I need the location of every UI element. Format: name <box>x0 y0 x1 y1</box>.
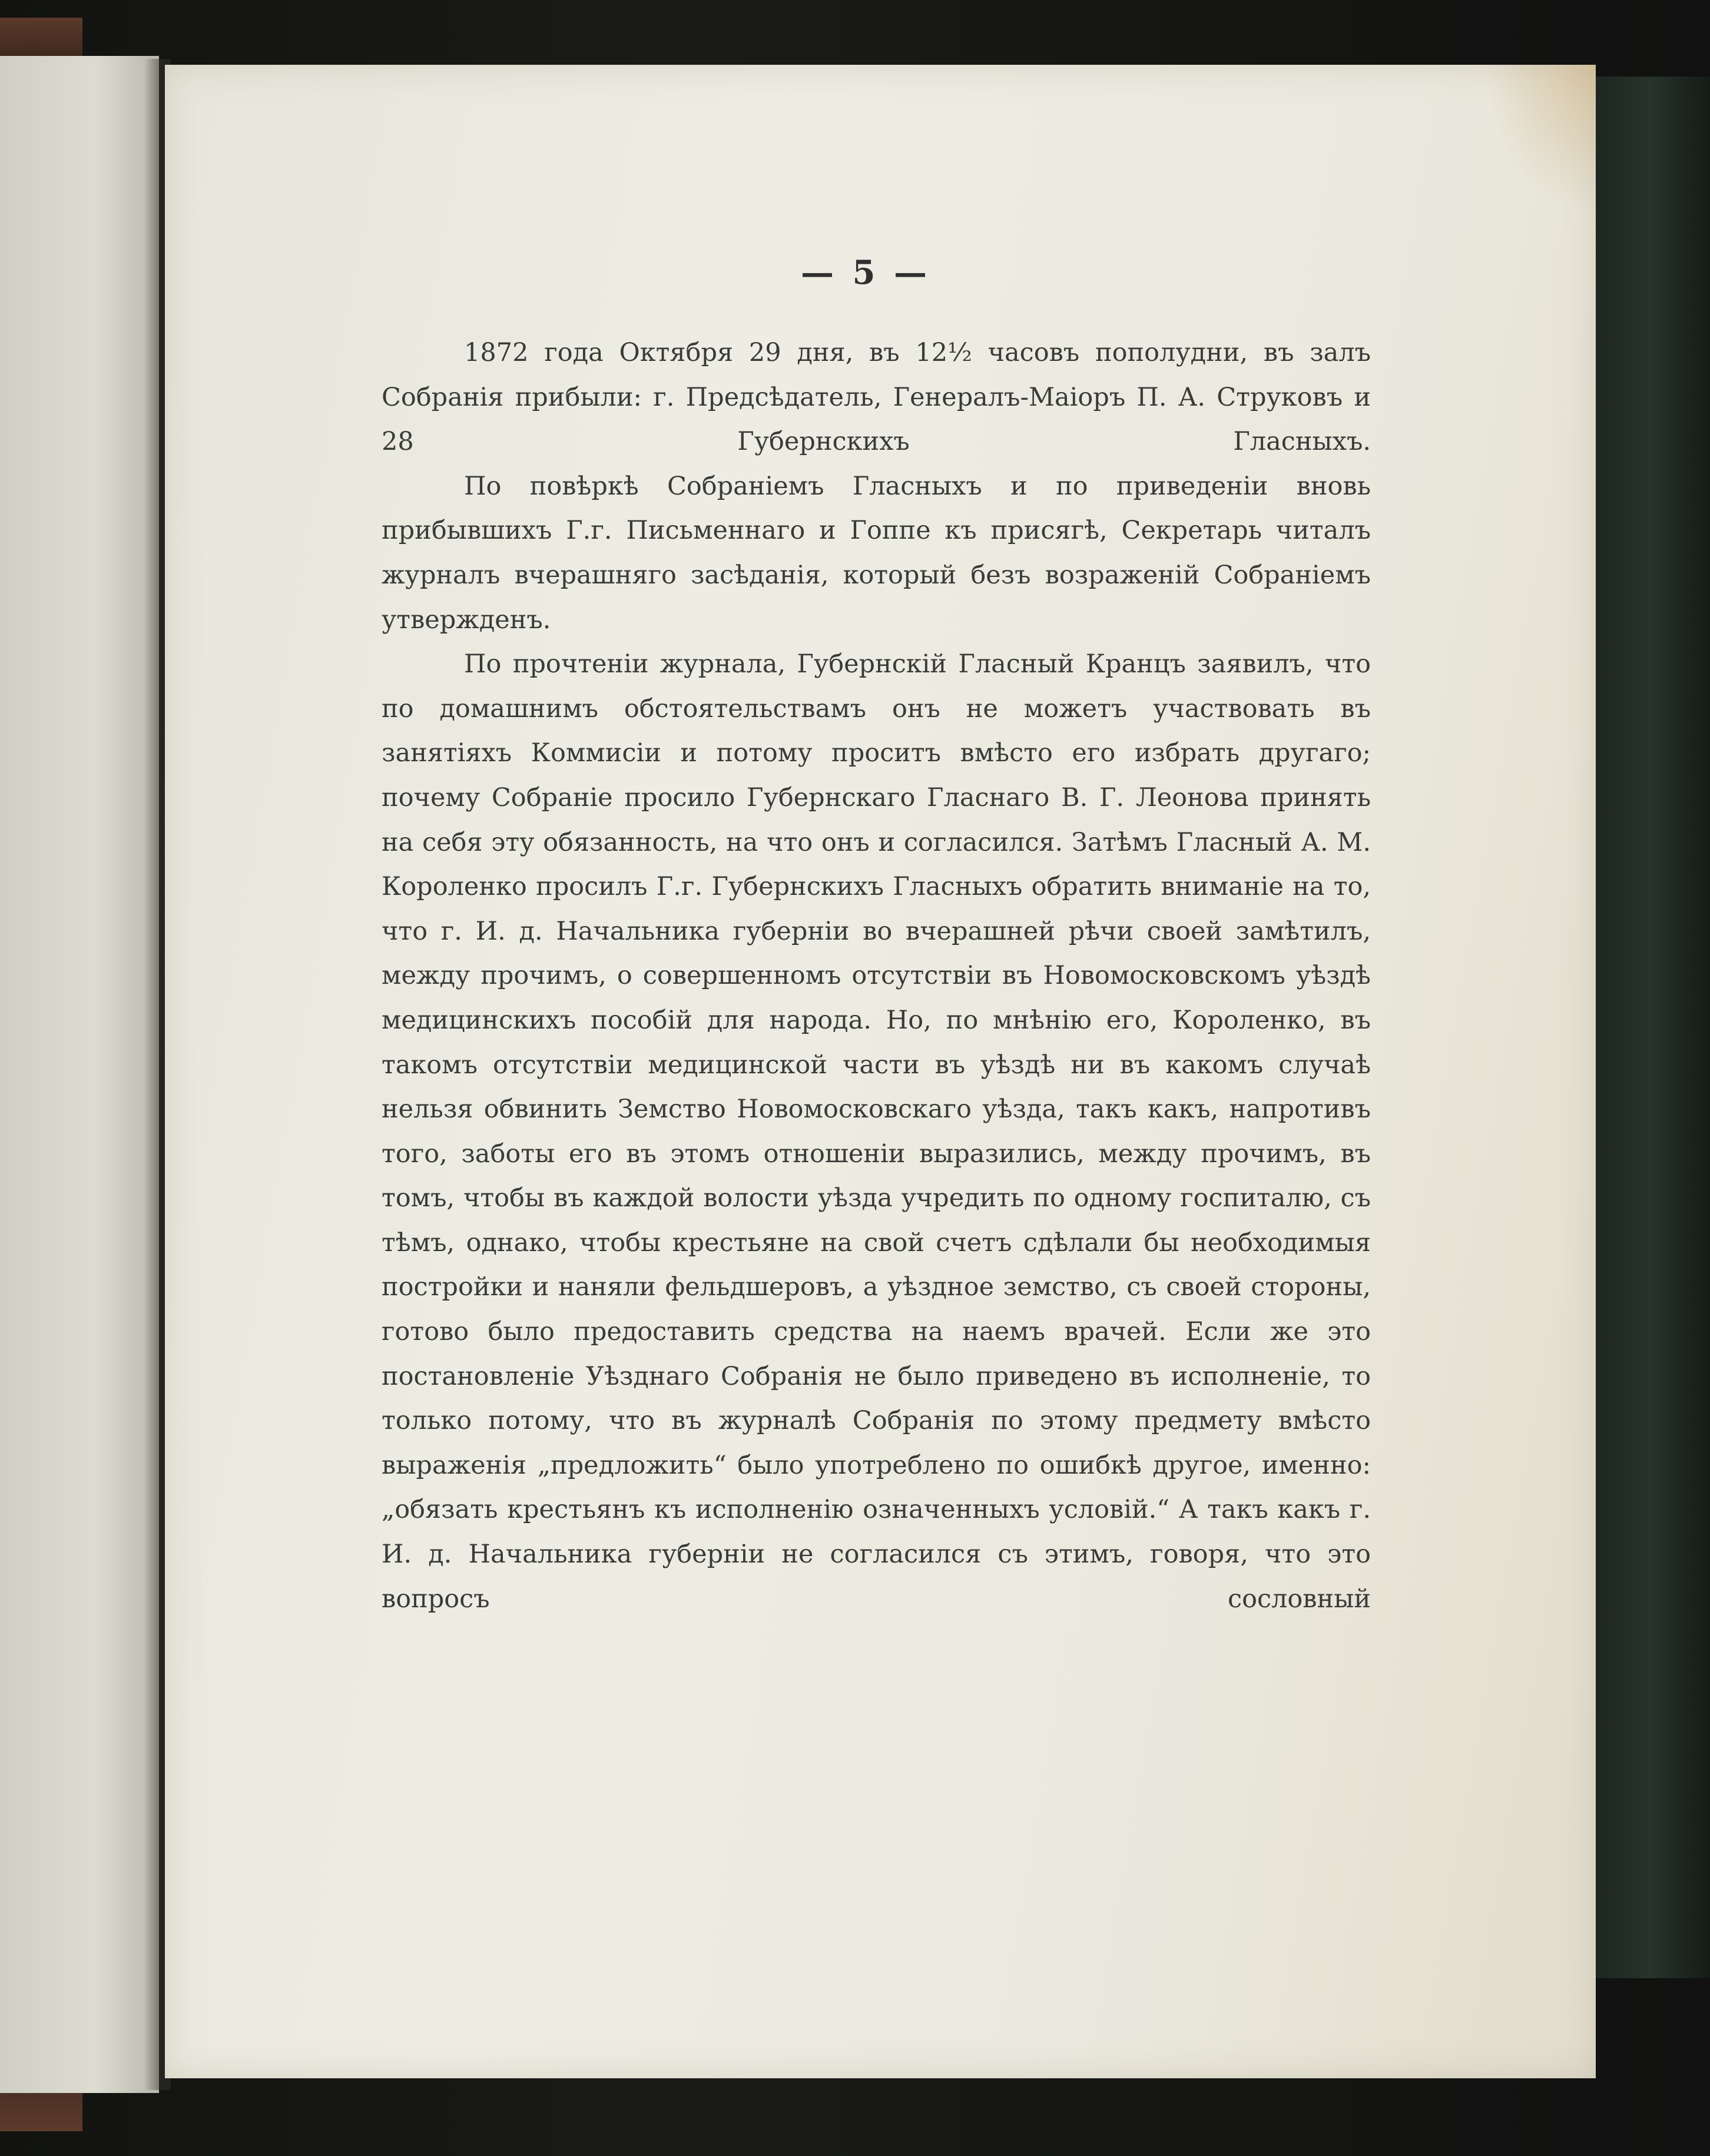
previous-page-edge <box>0 56 159 2093</box>
page-body-text <box>382 331 1371 1621</box>
paragraph-3: По прочтеніи журнала, Губернскій Гласный Кранцъ заявилъ, что по домашнимъ обстоятельствамъ онъ не можетъ участвовать въ занятіяхъ Коммисіи и потому проситъ вмѣсто его избрать другаго; почему Собраніе просило Губернскаго Гласнаго В. Г. Леонова принять на себя эту обязанность, на что онъ и согласился. Затѣмъ Гласный А. М. Короленко просилъ Г.г. Губернскихъ Гласныхъ обратить вниманіе на то, что г. И. д. Начальника губерніи во вчерашней рѣчи своей замѣтилъ, между прочимъ, о совершенномъ отсутствіи въ Новомосковскомъ уѣздѣ медицинскихъ пособій для народа. Но, по мнѣнію его, Короленко, въ такомъ отсутствіи медицинской части въ уѣздѣ ни въ какомъ случаѣ нельзя обвинить Земство Новомосковскаго уѣзда, такъ какъ, напротивъ того, заботы его въ этомъ отношеніи выразились, между прочимъ, въ томъ, чтобы въ каждой волости уѣзда учредить по одному госпиталю, съ тѣмъ, однако, чтобы крестьяне на свой счетъ сдѣлали бы необходимыя постройки и наняли фельдшеровъ, а уѣздное земство, съ своей стороны, готово было предоставить средства на наемъ врачей. Если же это постановленіе Уѣзднаго Собранія не было приведено въ исполненіе, то только потому, что въ журналѣ Собранія по этому предмету вмѣсто выраженія „предложить“ было употреблено по ошибкѣ другое, именно: „обязать крестьянъ къ исполненію означенныхъ условій.“ А такъ какъ г. И. д. Начальника губерніи не согласился съ этимъ, говоря, что это вопросъ сословный <box>382 649 1371 1614</box>
book-binding-bottom <box>0 2087 82 2131</box>
book-cover-edge <box>1590 77 1710 1978</box>
paragraph-2: По повѣркѣ Собраніемъ Гласныхъ и по приведеніи вновь прибывшихъ Г.г. Письменнаго и Гоппе къ присягѣ, Секретарь читалъ журналъ вчерашняго засѣданія, который безъ возраженій Собраніемъ утвержденъ. <box>382 471 1371 635</box>
page-stain <box>1484 65 1596 212</box>
paragraph-1: 1872 года Октября 29 дня, въ 12½ часовъ пополудни, въ залъ Собранія прибыли: г. Предсѣдатель, Генералъ-Маіоръ П. А. Струковъ и 28 Губернскихъ Гласныхъ. <box>382 338 1371 457</box>
book-binding-top <box>0 18 82 59</box>
page-number: — 5 — <box>801 253 930 292</box>
